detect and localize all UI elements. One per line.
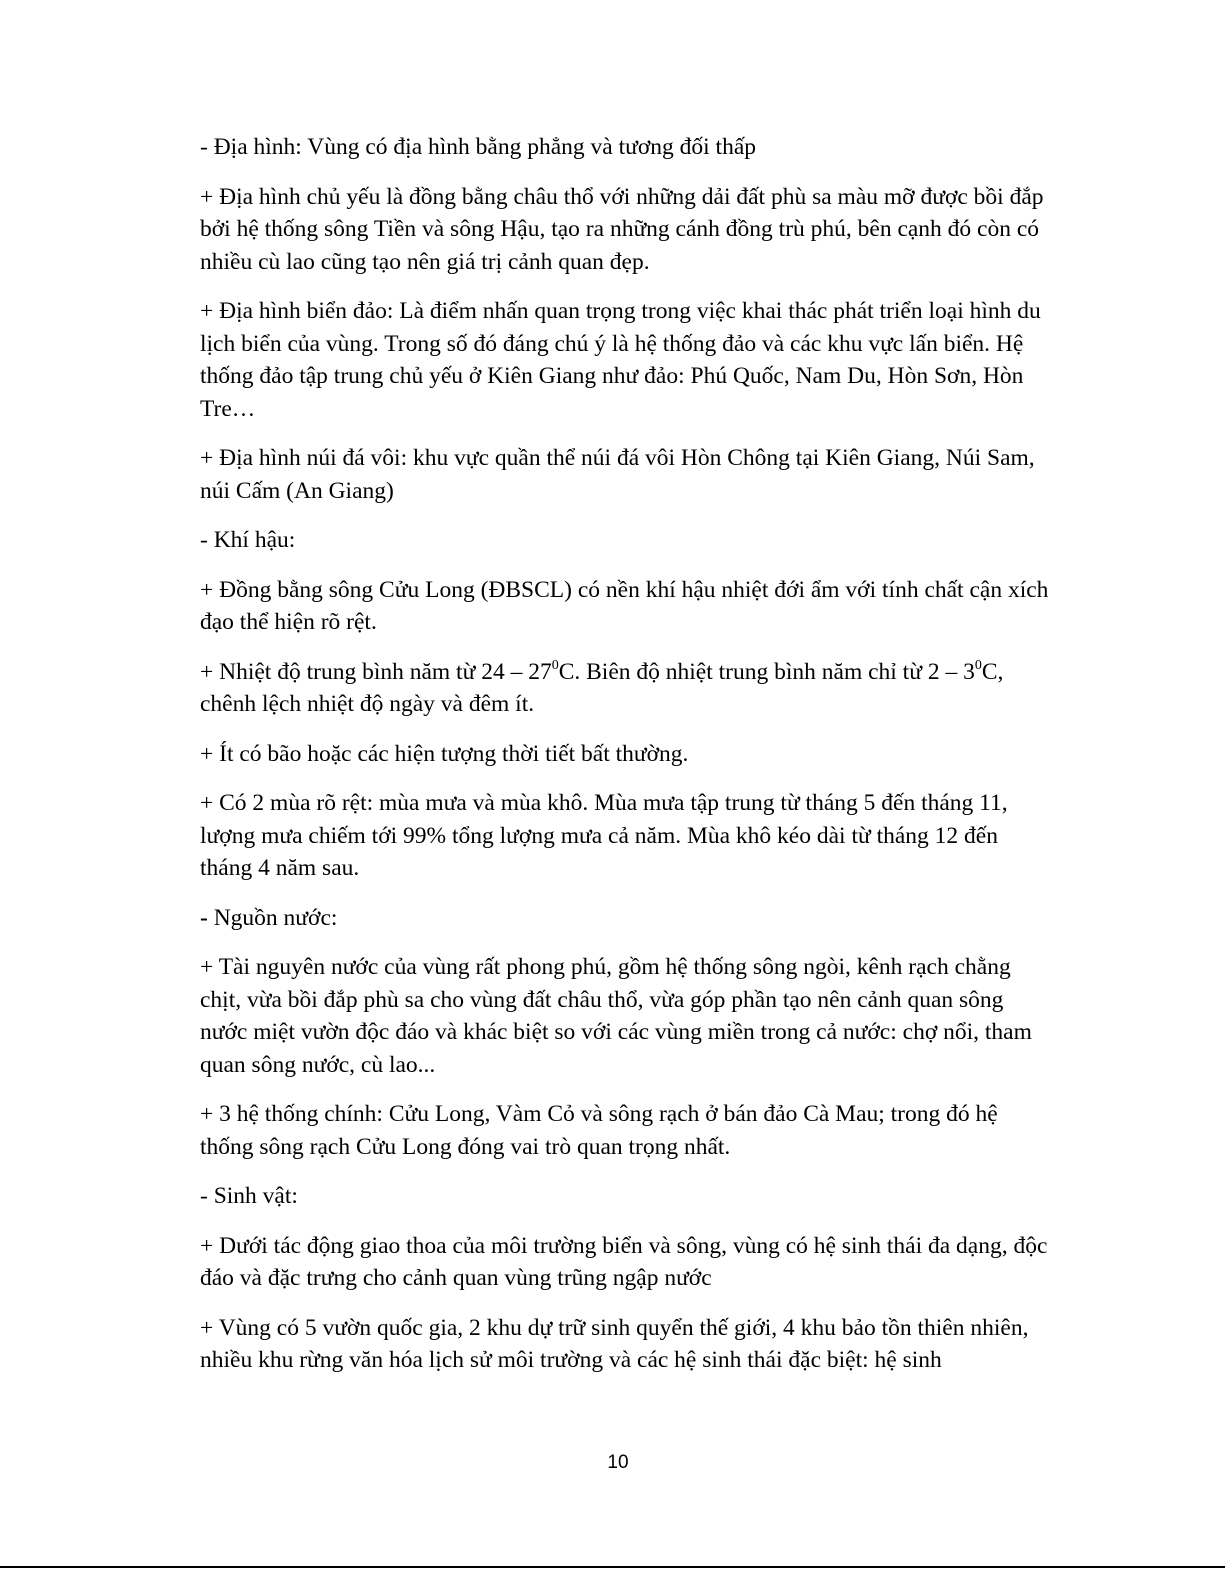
water-heading bbox=[200, 902, 1050, 935]
biology-parks-paragraph: + Vùng có 5 vườn quốc gia, 2 khu dự trữ sinh quyển thế giới, 4 khu bảo tồn thiên nhiên, nhiều khu rừng văn hóa lịch sử môi trường và các hệ sinh thái đặc biệt: hệ sinh bbox=[200, 1314, 1029, 1373]
temperature-text-3: C, chênh lệch nhiệt độ ngày và đêm ít. bbox=[200, 658, 1004, 717]
climate-seasons-paragraph: + Có 2 mùa rõ rệt: mùa mưa và mùa khô. Mùa mưa tập trung từ tháng 5 đến tháng 11, lượng mưa chiếm tới 99% tổng lượng mưa cả năm. Mùa khô kéo dài từ tháng 12 đến tháng 4 năm sau. bbox=[200, 790, 1008, 881]
bottom-divider bbox=[0, 1566, 1225, 1568]
page-number: 10 bbox=[607, 1452, 629, 1473]
climate-temperature-paragraph bbox=[200, 656, 1050, 721]
water-resources-paragraph: + Tài nguyên nước của vùng rất phong phú, gồm hệ thống sông ngòi, kênh rạch chằng chịt, vừa bồi đắp phù sa cho vùng đất châu thổ, vừa góp phần tạo nên cảnh quan sông nước miệt vườn độc đáo và khác biệt so với các vùng miền trong cả nước: chợ nổi, tham quan sông nước, cù lao... bbox=[200, 954, 1032, 1078]
water-systems-paragraph: + 3 hệ thống chính: Cửu Long, Vàm Cỏ và sông rạch ở bán đảo Cà Mau; trong đó hệ thống sông rạch Cửu Long đóng vai trò quan trọng nhất. bbox=[200, 1101, 998, 1160]
terrain-heading: - Địa hình: Vùng có địa hình bằng phẳng và tương đối thấp bbox=[200, 134, 757, 160]
temperature-text-1: + Nhiệt độ trung bình năm từ 24 – 27 bbox=[200, 658, 552, 685]
terrain-limestone-paragraph: + Địa hình núi đá vôi: khu vực quần thể núi đá vôi Hòn Chông tại Kiên Giang, Núi Sam, núi Cấm (An Giang) bbox=[200, 445, 1035, 504]
climate-storms-paragraph: + Ít có bão hoặc các hiện tượng thời tiết bất thường. bbox=[200, 740, 689, 767]
page-body bbox=[200, 131, 1050, 1394]
biology-ecosystem-paragraph: + Dưới tác động giao thoa của môi trường biển và sông, vùng có hệ sinh thái đa dạng, độc đáo và đặc trưng cho cảnh quan vùng trũng ngập nước bbox=[200, 1232, 1048, 1291]
biology-heading: - Sinh vật: bbox=[200, 1183, 298, 1209]
water-heading-dash: - bbox=[200, 904, 208, 931]
terrain-delta-paragraph: + Địa hình chủ yếu là đồng bằng châu thổ với những dải đất phù sa màu mỡ được bồi đắp bởi hệ thống sông Tiền và sông Hậu, tạo ra những cánh đồng trù phú, bên cạnh đó còn có nhiều cù lao cũng tạo nên giá trị cảnh quan đẹp. bbox=[200, 183, 1044, 275]
temperature-text-2: C. Biên độ nhiệt trung bình năm chỉ từ 2 – 3 bbox=[558, 658, 975, 685]
water-heading-text: Nguồn nước: bbox=[207, 904, 338, 931]
climate-type-paragraph: + Đồng bằng sông Cửu Long (ĐBSCL) có nền khí hậu nhiệt đới ẩm với tính chất cận xích đạo thể hiện rõ rệt. bbox=[200, 576, 1049, 635]
climate-heading: - Khí hậu: bbox=[200, 527, 296, 553]
terrain-islands-paragraph: + Địa hình biển đảo: Là điểm nhấn quan trọng trong việc khai thác phát triển loại hình du lịch biển của vùng. Trong số đó đáng chú ý là hệ thống đảo và các khu vực lấn biển. Hệ thống đảo tập trung chủ yếu ở Kiên Giang như đảo: Phú Quốc, Nam Du, Hòn Sơn, Hòn Tre… bbox=[200, 298, 1041, 422]
degree-superscript-2: 0 bbox=[974, 657, 982, 673]
degree-superscript-1: 0 bbox=[551, 657, 559, 673]
